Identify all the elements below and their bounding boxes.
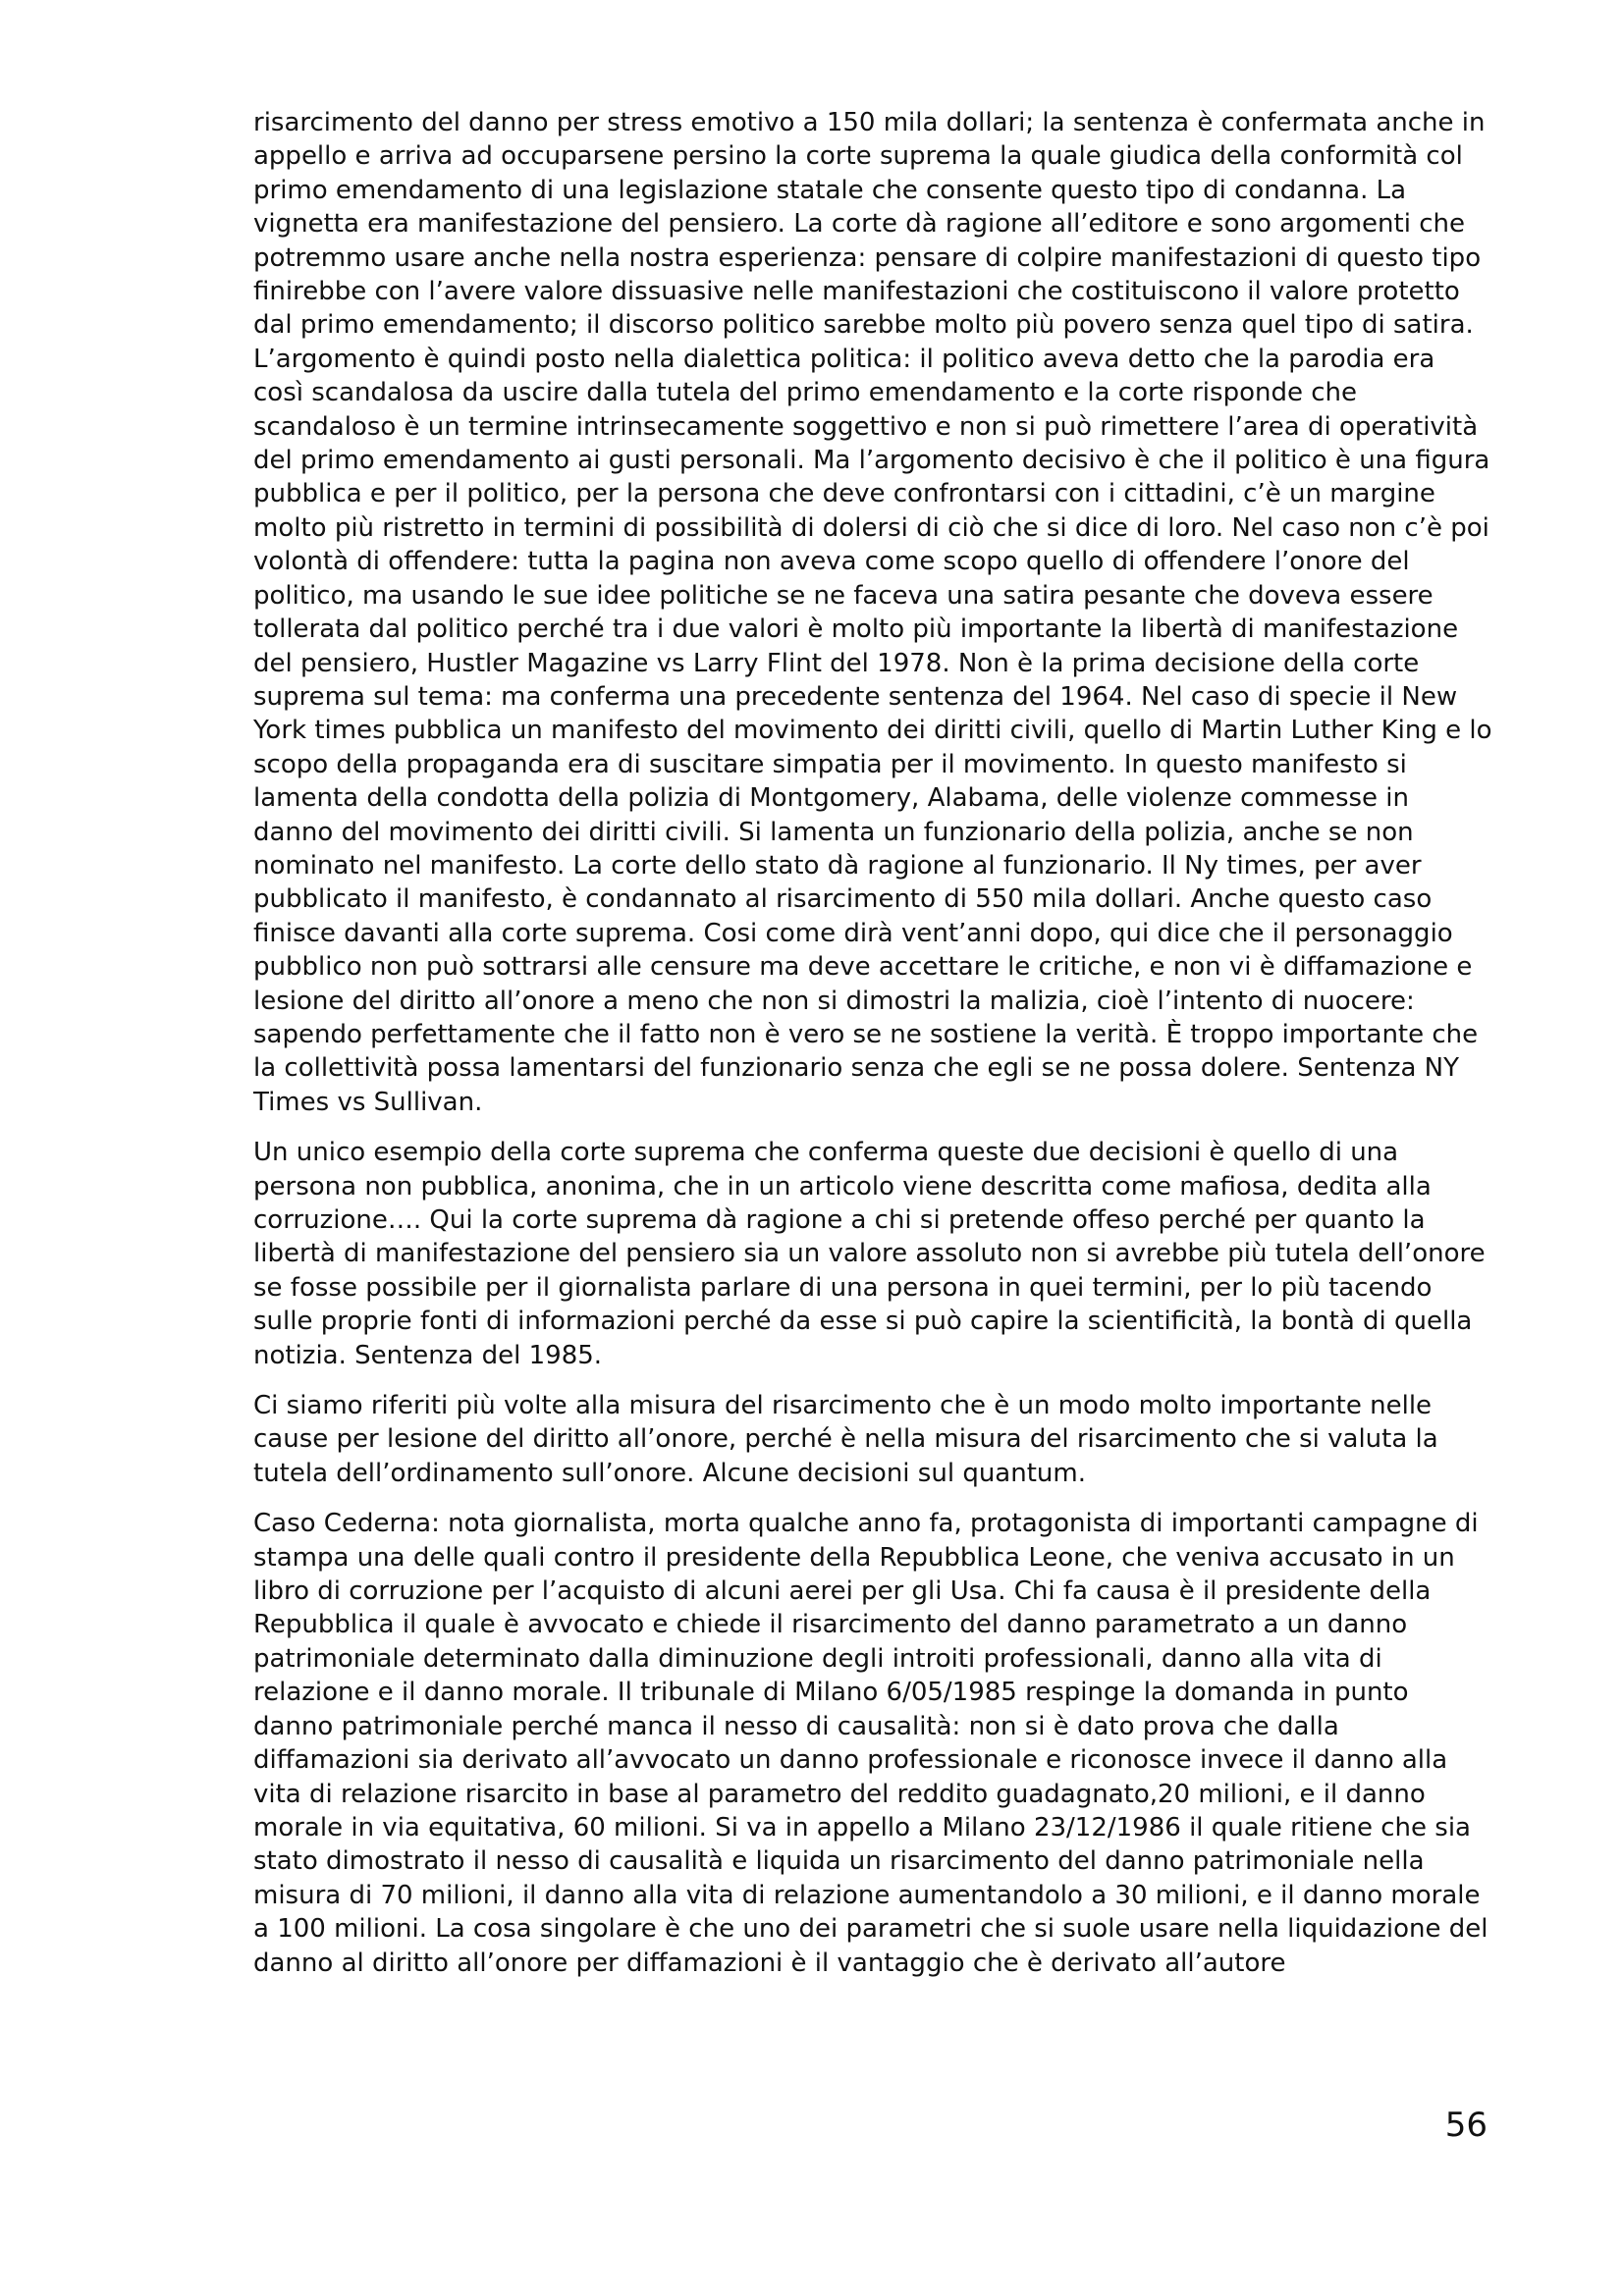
page-body: [253, 106, 1492, 1997]
paragraph: Ci siamo riferiti più volte alla misura del risarcimento che è un modo molto importante nelle cause per lesione del diritto all’onore, perché è nella misura del risarcimento che si valuta la tutela dell’ordinamento sull’onore. Alcune decisioni sul quantum.: [253, 1391, 1438, 1488]
page-number: 56: [1444, 2106, 1488, 2145]
paragraph: Un unico esempio della corte suprema che conferma queste due decisioni è quello di una persona non pubblica, anonima, che in un articolo viene descritta come mafiosa, dedita alla corruzione…. Qui la corte suprema dà ragione a chi si pretende offeso perché per quanto la libertà di manifestazione del pensiero sia un valore assoluto non si avrebbe più tutela dell’onore se fosse possibile per il giornalista parlare di una persona in quei termini, per lo più tacendo sulle proprie fonti di informazioni perché da esse si può capire la scientificità, la bontà di quella notizia. Sentenza del 1985.: [253, 1138, 1486, 1370]
paragraph: risarcimento del danno per stress emotivo a 150 mila dollari; la sentenza è confermata anche in appello e arriva ad occuparsene persino la corte suprema la quale giudica della conformità col primo emendamento di una legislazione statale che consente questo tipo di condanna. La vignetta era manifestazione del pensiero. La corte dà ragione all’editore e sono argomenti che potremmo usare anche nella nostra esperienza: pensare di colpire manifestazioni di questo tipo finirebbe con l’avere valore dissuasive nelle manifestazioni che costituiscono il valore protetto dal primo emendamento; il discorso politico sarebbe molto più povero senza quel tipo di satira. L’argomento è quindi posto nella dialettica politica: il politico aveva detto che la parodia era così scandalosa da uscire dalla tutela del primo emendamento e la corte risponde che scandaloso è un termine intrinsecamente soggettivo e non si può rimettere l’area di operatività del primo emendamento ai gusti personali. Ma l’argomento decisivo è che il politico è una figura pubblica e per il politico, per la persona che deve confrontarsi con i cittadini, c’è un margine molto più ristretto in termini di possibilità di dolersi di ciò che si dice di loro. Nel caso non c’è poi volontà di offendere: tutta la pagina non aveva come scopo quello di offendere l’onore del politico, ma usando le sue idee politiche se ne faceva una satira pesante che doveva essere tollerata dal politico perché tra i due valori è molto più importante la libertà di manifestazione del pensiero, Hustler Magazine vs Larry Flint del 1978. Non è la prima decisione della corte suprema sul tema: ma conferma una precedente sentenza del 1964. Nel caso di specie il New York times pubblica un manifesto del movimento dei diritti civili, quello di Martin Luther King e lo scopo della propaganda era di suscitare simpatia per il movimento. In questo manifesto si lamenta della condotta della polizia di Montgomery, Alabama, delle violenze commesse in danno del movimento dei diritti civili. Si lamenta un funzionario della polizia, anche se non nominato nel manifesto. La corte dello stato dà ragione al funzionario. Il Ny times, per aver pubblicato il manifesto, è condannato al risarcimento di 550 mila dollari. Anche questo caso finisce davanti alla corte suprema. Cosi come dirà vent’anni dopo, qui dice che il personaggio pubblico non può sottrarsi alle censure ma deve accettare le critiche, e non vi è diffamazione e lesione del diritto all’onore a meno che non si dimostri la malizia, cioè l’intento di nuocere: sapendo perfettamente che il fatto non è vero se ne sostiene la verità. È troppo importante che la collettività possa lamentarsi del funzionario senza che egli se ne possa dolere. Sentenza NY Times vs Sullivan.: [253, 108, 1492, 1117]
paragraph: Caso Cederna: nota giornalista, morta qualche anno fa, protagonista di importanti campagne di stampa una delle quali contro il presidente della Repubblica Leone, che veniva accusato in un libro di corruzione per l’acquisto di alcuni aerei per gli Usa. Chi fa causa è il presidente della Repubblica il quale è avvocato e chiede il risarcimento del danno parametrato a un danno patrimoniale determinato dalla diminuzione degli introiti professionali, danno alla vita di relazione e il danno morale. Il tribunale di Milano 6/05/1985 respinge la domanda in punto danno patrimoniale perché manca il nesso di causalità: non si è dato prova che dalla diffamazioni sia derivato all’avvocato un danno professionale e riconosce invece il danno alla vita di relazione risarcito in base al parametro del reddito guadagnato,20 milioni, e il danno morale in via equitativa, 60 milioni. Si va in appello a Milano 23/12/1986 il quale ritiene che sia stato dimostrato il nesso di causalità e liquida un risarcimento del danno patrimoniale nella misura di 70 milioni, il danno alla vita di relazione aumentandolo a 30 milioni, e il danno morale a 100 milioni. La cosa singolare è che uno dei parametri che si suole usare nella liquidazione del danno al diritto all’onore per diffamazioni è il vantaggio che è derivato all’autore: [253, 1509, 1488, 1978]
